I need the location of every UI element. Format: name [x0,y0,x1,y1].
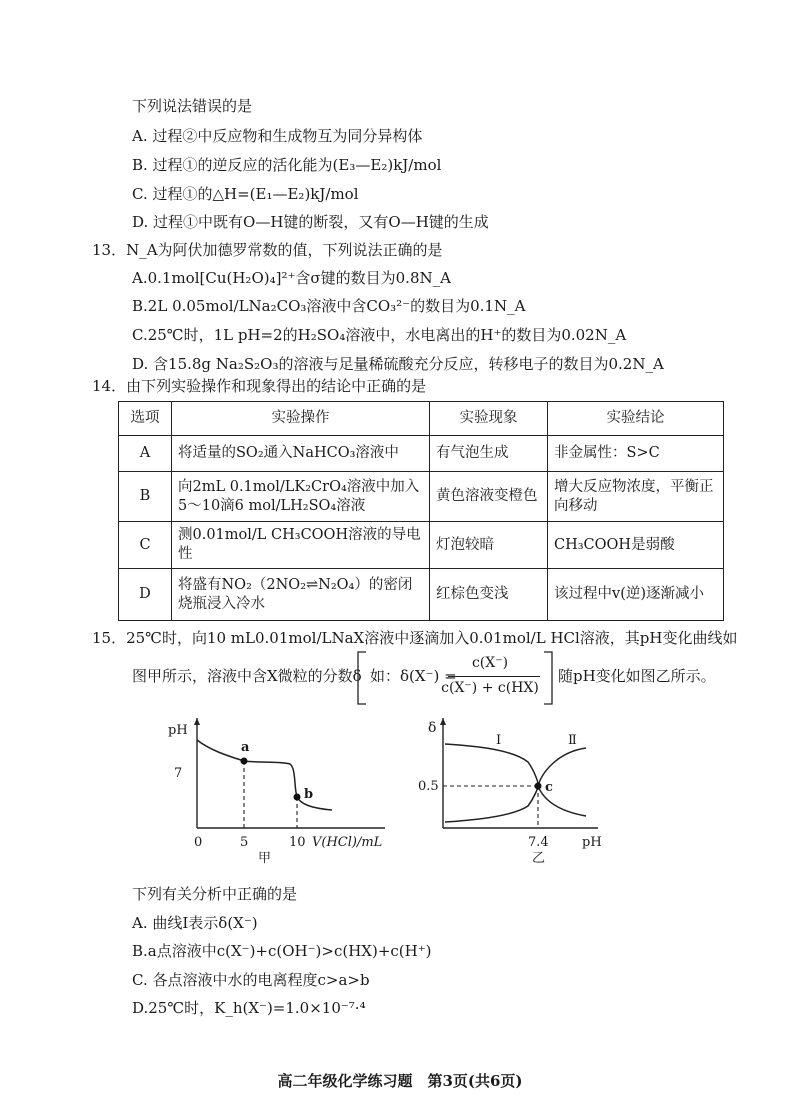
table-row [119,522,724,569]
q12-option-d: D. 过程①中既有O—H键的断裂，又有O—H键的生成 [132,213,489,231]
yi-label-c: c [545,780,553,795]
q15-line2-c: 随pH变化如图乙所示。 [558,667,716,685]
jia-point-b [294,794,301,801]
yi-curve-2-label: Ⅱ [568,733,577,748]
header-operation: 实验操作 [172,402,430,436]
experiment-table [118,401,724,621]
yi-y-tick-05: 0.5 [418,779,439,794]
row-conclusion: CH₃COOH是弱酸 [548,522,724,569]
row-conclusion: 该过程中v(逆)逐渐减小 [548,569,724,621]
header-phenomenon: 实验现象 [430,402,548,436]
q15-option-c: C. 各点溶液中水的电离程度c>a>b [132,971,370,989]
row-option: D [119,569,172,621]
q12-option-c: C. 过程①的△H=(E₁—E₂)kJ/mol [132,185,359,203]
yi-x-tick-74: 7.4 [528,835,549,850]
distribution-graph-yi [418,710,618,870]
row-operation: 将适量的SO₂通入NaHCO₃溶液中 [172,436,430,472]
yi-caption: 乙 [532,851,546,866]
header-option: 选项 [119,402,172,436]
row-option: C [119,522,172,569]
table-row [119,569,724,621]
row-conclusion: 非金属性：S>C [548,436,724,472]
q12-prompt: 下列说法错误的是 [132,97,253,115]
jia-label-a: a [241,740,250,755]
q14-stem: 14．由下列实验操作和现象得出的结论中正确的是 [92,377,427,395]
q15-line2-b: 如：δ(X⁻) = [370,667,457,685]
yi-point-c [535,783,542,790]
titration-graph-jia [160,710,400,870]
page-footer: 高二年级化学练习题 第3页(共6页) [277,1072,523,1090]
q15-line2-a: 图甲所示，溶液中含X微粒的分数δ [132,667,362,685]
jia-y-arrow [194,718,200,725]
row-phenomenon: 灯泡较暗 [430,522,548,569]
header-conclusion: 实验结论 [548,402,724,436]
jia-caption: 甲 [258,851,272,866]
fraction-denominator: c(X⁻) + c(HX) [441,680,539,696]
q13-option-c: C.25℃时，1L pH=2的H₂SO₄溶液中，水电离出的H⁺的数目为0.02N_A [132,326,627,344]
table-row [119,436,724,472]
yi-x-label: pH [582,835,602,850]
q12-option-a: A. 过程②中反应物和生成物互为同分异构体 [132,127,423,145]
jia-y-tick-7: 7 [174,766,183,781]
jia-x-tick-10: 10 [289,835,306,850]
row-operation: 测0.01mol/L CH₃COOH溶液的导电性 [172,522,430,569]
row-option: A [119,436,172,472]
yi-y-label: δ [428,720,437,736]
q13-stem: 13．N_A为阿伏加德罗常数的值，下列说法正确的是 [92,241,443,259]
row-operation: 将盛有NO₂（2NO₂⇌N₂O₄）的密闭烧瓶浸入冷水 [172,569,430,621]
jia-label-b: b [304,787,314,802]
q15-option-d: D.25℃时，K_h(X⁻)=1.0×10⁻⁷·⁴ [132,999,366,1017]
row-phenomenon: 黄色溶液变橙色 [430,472,548,522]
right-bracket [538,648,558,708]
table-header-row [119,402,724,436]
row-conclusion: 增大反应物浓度，平衡正向移动 [548,472,724,522]
q13-option-d: D. 含15.8g Na₂S₂O₃的溶液与足量稀硫酸充分反应，转移电子的数目为0.2N_A [132,355,664,373]
q13-option-a: A.0.1mol[Cu(H₂O)₄]²⁺含σ键的数目为0.8N_A [132,269,451,287]
jia-point-a [241,758,248,765]
jia-x-label: V(HCl)/mL [312,835,383,850]
fraction-numerator: c(X⁻) [471,655,509,671]
left-bracket [352,648,372,708]
q15-option-b: B.a点溶液中c(X⁻)+c(OH⁻)>c(HX)+c(H⁺) [132,942,432,960]
q15-line1: 15．25℃时，向10 mL0.01mol/LNaX溶液中逐滴加入0.01mol/L HCl溶液，其pH变化曲线如 [92,629,738,647]
q12-option-b: B. 过程①的逆反应的活化能为(E₃—E₂)kJ/mol [132,156,442,174]
jia-x-tick-0: 0 [194,835,203,850]
fraction-bar [448,676,540,677]
jia-x-tick-5: 5 [240,835,249,850]
table-row [119,472,724,522]
yi-y-arrow [440,718,446,725]
jia-y-label: pH [168,723,188,738]
row-phenomenon: 有气泡生成 [430,436,548,472]
q15-prompt: 下列有关分析中正确的是 [132,885,298,903]
yi-curve-1-label: Ⅰ [496,733,502,748]
row-phenomenon: 红棕色变浅 [430,569,548,621]
row-operation: 向2mL 0.1mol/LK₂CrO₄溶液中加入5～10滴6 mol/LH₂SO₄溶液 [172,472,430,522]
row-option: B [119,472,172,522]
q13-option-b: B.2L 0.05mol/LNa₂CO₃溶液中含CO₃²⁻的数目为0.1N_A [132,297,526,315]
q15-option-a: A. 曲线Ⅰ表示δ(X⁻) [132,914,258,932]
